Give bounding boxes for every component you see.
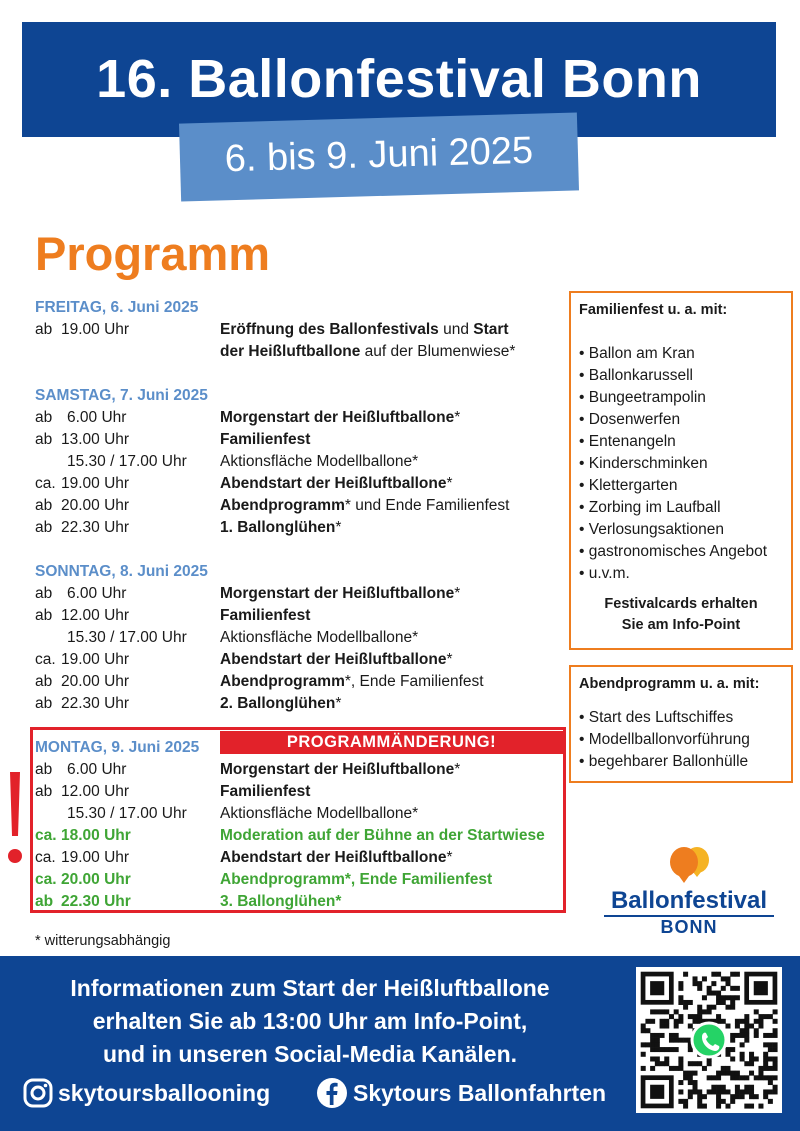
event: 2. Ballonglühen*	[220, 695, 342, 712]
schedule-row	[35, 517, 570, 539]
list-item: • Verlosungsaktionen	[579, 521, 725, 538]
event: Aktionsfläche Modellballone*	[220, 453, 419, 470]
time: 19.00 Uhr	[61, 849, 130, 866]
time: 6.00 Uhr	[67, 409, 127, 426]
event: Abendprogramm*, Ende Familienfest	[220, 871, 493, 888]
date-banner	[179, 112, 579, 201]
time-prefix: ab	[35, 321, 53, 338]
event: Familienfest	[220, 607, 311, 624]
time: 6.00 Uhr	[67, 761, 127, 778]
instagram-icon	[23, 1078, 53, 1108]
program-change-badge: PROGRAMMÄNDERUNG!	[220, 731, 563, 754]
time-prefix	[35, 451, 61, 473]
festival-dates: 6. bis 9. Juni 2025	[224, 129, 534, 181]
list-item: • Ballon am Kran	[579, 345, 695, 362]
schedule-row	[35, 583, 570, 605]
facebook-icon	[316, 1077, 348, 1109]
time-prefix: ab	[35, 431, 53, 448]
info-footer	[0, 956, 800, 1131]
day-heading: MONTAG, 9. Juni 2025	[35, 739, 200, 756]
time: 22.30 Uhr	[61, 893, 131, 910]
time-prefix: ca.	[35, 827, 57, 844]
time: 18.00 Uhr	[61, 827, 131, 844]
event: 3. Ballonglühen*	[220, 893, 342, 910]
schedule-row	[35, 693, 570, 715]
day-rows	[35, 319, 570, 363]
schedule-row	[35, 605, 570, 627]
instagram-handle[interactable]	[23, 1076, 270, 1110]
facebook-handle[interactable]	[316, 1076, 606, 1110]
event: der Heißluftballone auf der Blumenwiese*	[220, 343, 516, 360]
time-prefix: ca.	[35, 651, 56, 668]
time-prefix	[35, 341, 61, 363]
logo-city: BONN	[660, 917, 718, 937]
list-item: • Ballonkarussell	[579, 367, 693, 384]
day-friday	[35, 297, 570, 363]
event: Abendstart der Heißluftballone*	[220, 849, 453, 866]
event: Aktionsfläche Modellballone*	[220, 629, 419, 646]
time	[61, 341, 220, 363]
time: 15.30 / 17.00 Uhr	[67, 453, 187, 470]
time-prefix	[35, 627, 61, 649]
event: Morgenstart der Heißluftballone*	[220, 585, 461, 602]
time-prefix: ca.	[35, 849, 56, 866]
family-fest-box	[569, 291, 793, 650]
evening-program-heading: Abendprogramm u. a. mit:	[579, 676, 760, 692]
time-prefix: ca.	[35, 475, 56, 492]
list-item: • Zorbing im Laufball	[579, 499, 721, 516]
info-text: Informationen zum Start der Heißluftballone erhalten Sie ab 13:00 Uhr am Info-Point, und in unseren Social-Media Kanälen.	[70, 975, 550, 1067]
schedule-row	[35, 627, 570, 649]
day-rows	[35, 759, 570, 913]
time: 19.00 Uhr	[61, 321, 130, 338]
event: 1. Ballonglühen*	[220, 519, 342, 536]
list-item: • Modellballonvorführung	[579, 731, 750, 748]
schedule-row	[35, 847, 570, 869]
event: Abendstart der Heißluftballone*	[220, 651, 453, 668]
list-item: • Kinderschminken	[579, 455, 708, 472]
schedule-row	[35, 407, 570, 429]
event: Familienfest	[220, 783, 311, 800]
day-heading: FREITAG, 6. Juni 2025	[35, 299, 199, 316]
qr-code[interactable]	[636, 967, 782, 1113]
day-monday	[35, 737, 570, 913]
schedule-row	[35, 649, 570, 671]
event: Abendprogramm*, Ende Familienfest	[220, 673, 484, 690]
schedule-row	[35, 869, 570, 891]
logo-name: Ballonfestival	[610, 887, 768, 914]
evening-program-box	[569, 665, 793, 783]
schedule-row	[35, 781, 570, 803]
facebook-label: Skytours Ballonfahrten	[353, 1080, 607, 1106]
time-prefix: ab	[35, 607, 53, 624]
time: 20.00 Uhr	[61, 673, 130, 690]
exclamation-icon	[6, 770, 24, 870]
time: 20.00 Uhr	[61, 871, 131, 888]
event: Eröffnung des Ballonfestivals und Start	[220, 321, 509, 338]
day-rows	[35, 407, 570, 539]
list-item: • Bungeetrampolin	[579, 389, 706, 406]
day-rows	[35, 583, 570, 715]
time: 22.30 Uhr	[61, 695, 130, 712]
time: 12.00 Uhr	[61, 783, 130, 800]
page-title: 16. Ballonfestival Bonn	[96, 49, 702, 109]
event: Morgenstart der Heißluftballone*	[220, 409, 461, 426]
time: 12.00 Uhr	[61, 607, 130, 624]
time: 6.00 Uhr	[67, 585, 127, 602]
time-prefix: ab	[35, 783, 53, 800]
day-heading: SONNTAG, 8. Juni 2025	[35, 563, 208, 580]
schedule-row	[35, 825, 570, 847]
time-prefix: ab	[35, 695, 53, 712]
day-saturday	[35, 385, 570, 539]
time: 20.00 Uhr	[61, 497, 130, 514]
time: 15.30 / 17.00 Uhr	[67, 805, 187, 822]
balloon-icon	[662, 845, 716, 887]
family-fest-list	[579, 343, 783, 585]
time-prefix: ab	[35, 761, 53, 778]
schedule-row	[35, 891, 570, 913]
list-item: • gastronomisches Angebot	[579, 543, 768, 560]
time-prefix: ab	[35, 519, 53, 536]
schedule-row	[35, 451, 570, 473]
event: Abendstart der Heißluftballone*	[220, 475, 453, 492]
list-item: • Klettergarten	[579, 477, 678, 494]
weather-footnote: * witterungsabhängig	[35, 933, 171, 949]
event: Abendprogramm* und Ende Familienfest	[220, 497, 510, 514]
time-prefix: ab	[35, 893, 54, 910]
time-prefix: ab	[35, 673, 53, 690]
time-prefix: ab	[35, 497, 53, 514]
list-item: • Dosenwerfen	[579, 411, 681, 428]
time-prefix: ab	[35, 409, 53, 426]
time: 15.30 / 17.00 Uhr	[67, 629, 187, 646]
evening-program-list	[579, 707, 783, 773]
schedule-row	[35, 495, 570, 517]
day-heading: SAMSTAG, 7. Juni 2025	[35, 387, 208, 404]
time: 19.00 Uhr	[61, 475, 130, 492]
festival-cards-note: Festivalcards erhalten Sie am Info-Point	[604, 596, 758, 633]
ballonfestival-logo	[596, 843, 782, 943]
family-fest-heading: Familienfest u. a. mit:	[579, 302, 728, 318]
event: Morgenstart der Heißluftballone*	[220, 761, 461, 778]
time-prefix	[35, 803, 61, 825]
list-item: • u.v.m.	[579, 565, 630, 582]
schedule-row	[35, 803, 570, 825]
day-sunday	[35, 561, 570, 715]
schedule-row	[35, 319, 570, 341]
event: Aktionsfläche Modellballone*	[220, 805, 419, 822]
schedule-row	[35, 759, 570, 781]
instagram-label: skytoursballooning	[58, 1080, 271, 1106]
schedule-row	[35, 429, 570, 451]
time: 22.30 Uhr	[61, 519, 130, 536]
schedule-row	[35, 671, 570, 693]
event: Familienfest	[220, 431, 311, 448]
program-title: Programm	[35, 227, 271, 280]
list-item: • Entenangeln	[579, 433, 676, 450]
list-item: • begehbarer Ballonhülle	[579, 753, 749, 770]
time: 13.00 Uhr	[61, 431, 130, 448]
qr-code-image	[636, 967, 782, 1113]
list-item: • Start des Luftschiffes	[579, 709, 734, 726]
time: 19.00 Uhr	[61, 651, 130, 668]
event: Moderation auf der Bühne an der Startwiese	[220, 827, 545, 844]
schedule-row	[35, 341, 570, 363]
time-prefix: ca.	[35, 871, 57, 888]
schedule-row	[35, 473, 570, 495]
time-prefix: ab	[35, 585, 53, 602]
